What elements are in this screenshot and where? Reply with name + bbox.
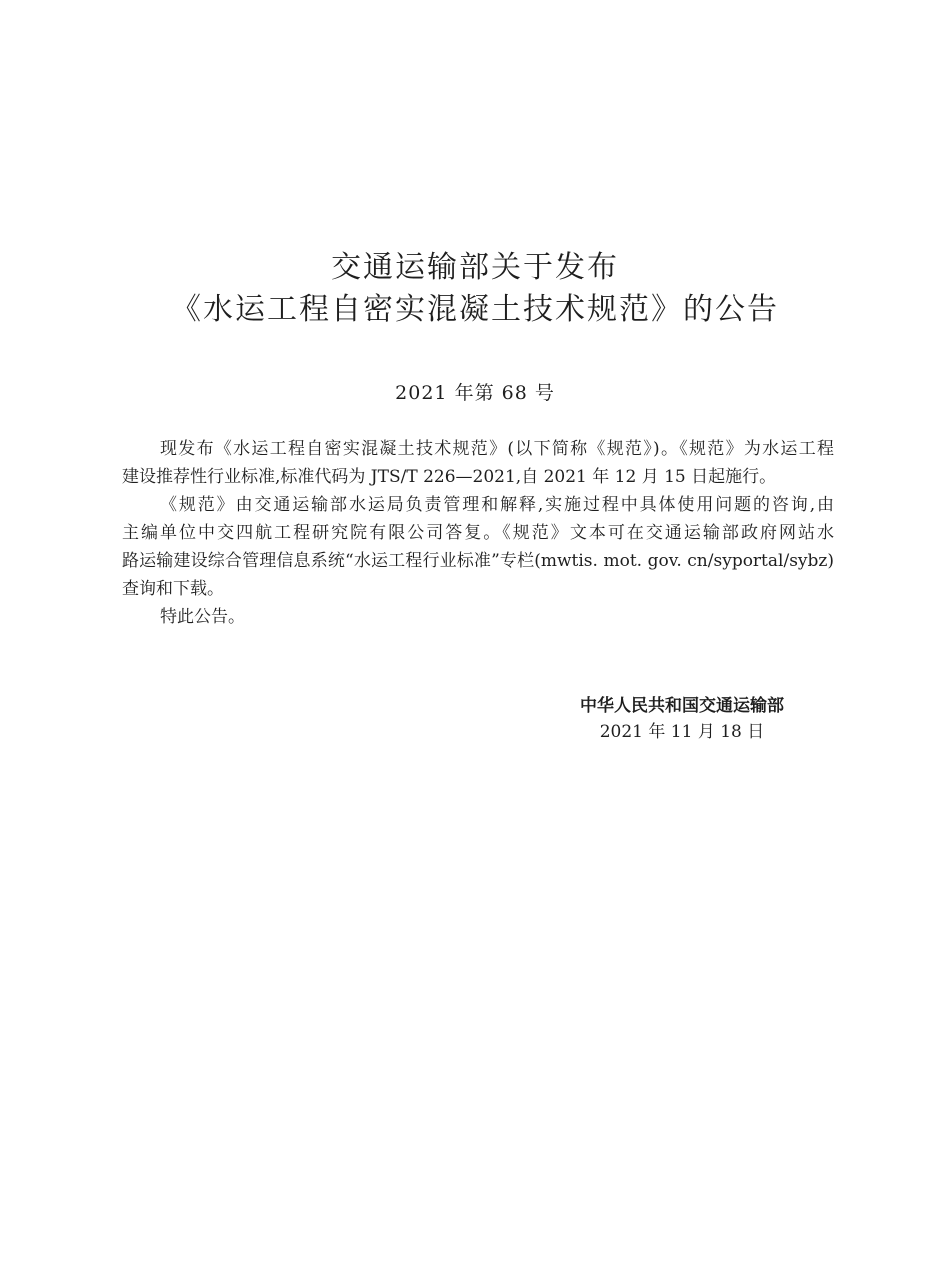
paragraph-2-line-1: 《规范》由交通运输部水运局负责管理和解释,实施过程中具体使用问题的咨询,由 [160,495,834,515]
paragraph-1-line-1: 现发布《水运工程自密实混凝土技术规范》(以下简称《规范》)。《规范》为水运工程 [160,439,834,459]
announcement-title-line1: 交通运输部关于发布 [331,250,619,285]
issuing-organization: 中华人民共和国交通运输部 [580,696,784,716]
paragraph-2-line-4: 查询和下载。 [122,579,224,599]
paragraph-1-line-2: 建设推荐性行业标准,标准代码为 JTS/T 226—2021,自 2021 年 12 月 15 日起施行。 [122,467,777,487]
paragraph-2-line-2: 主编单位中交四航工程研究院有限公司答复。《规范》文本可在交通运输部政府网站水 [122,523,834,543]
paragraph-3-line-1: 特此公告。 [160,607,245,627]
paragraph-2-line-3: 路运输建设综合管理信息系统“水运工程行业标准”专栏(mwtis. mot. gov. cn/syportal/sybz) [122,551,834,571]
issue-date: 2021 年 11 月 18 日 [599,722,765,742]
announcement-title-line2: 《水运工程自密实混凝土技术规范》的公告 [171,292,779,327]
announcement-number: 2021 年第 68 号 [395,382,555,404]
